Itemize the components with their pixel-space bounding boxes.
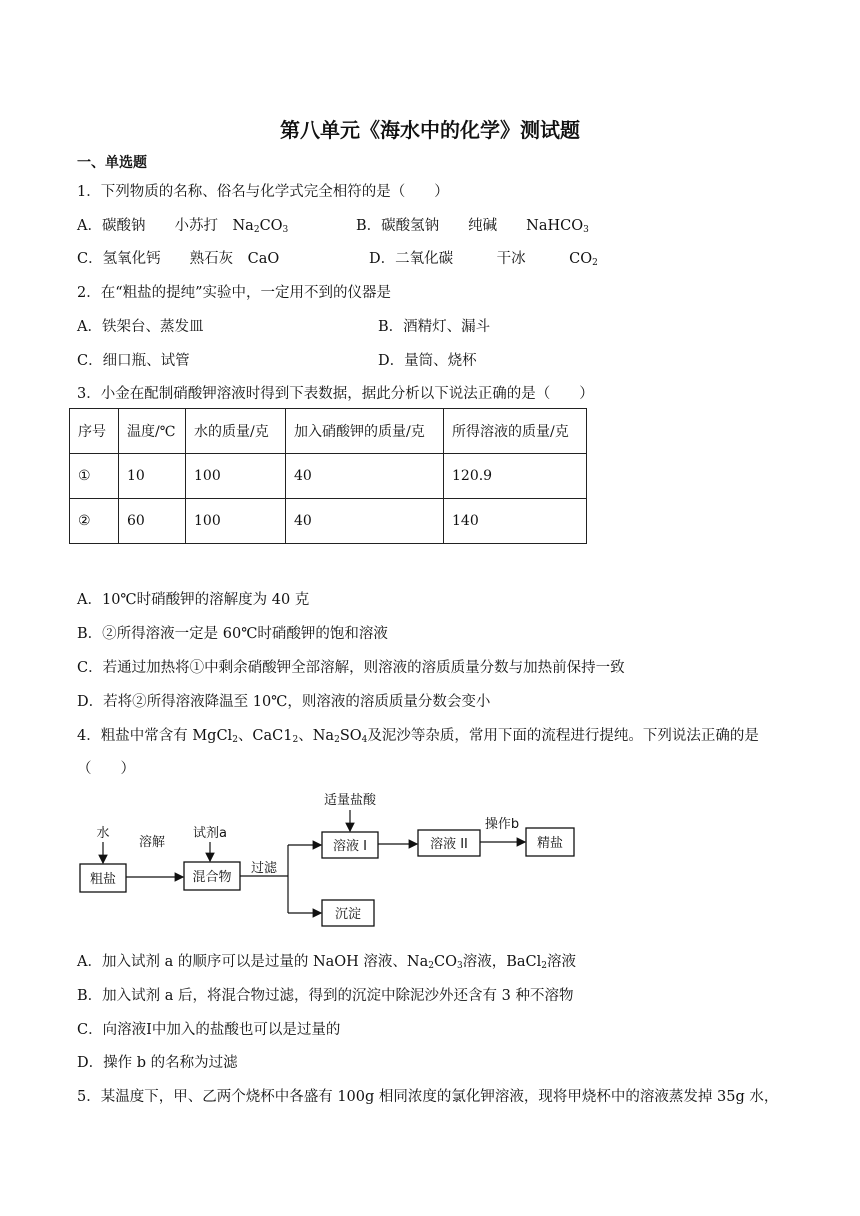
label-operation-b: 操作b (484, 817, 520, 832)
q4-stem-paren: （ ） (77, 761, 135, 777)
q4-option-d: D．操作 b 的名称为过滤 (77, 1055, 238, 1071)
label-solution1: 溶液 I (333, 839, 367, 854)
data-table (69, 408, 587, 544)
label-solution2: 溶液 II (430, 837, 468, 852)
table-cell: 60 (119, 499, 186, 544)
q1-option-d: D．二氧化碳 干冰 $CO_2$ (369, 251, 598, 268)
q3-option-d: D．若将②所得溶液降温至 10℃，则溶液的溶质质量分数会变小 (77, 694, 491, 710)
q4-option-a: A．加入试剂 a 的顺序可以是过量的 NaOH 溶液、$Na_2CO_3$溶液，BaCl$_2$溶液 (77, 954, 576, 971)
q2-option-a: A．铁架台、蒸发皿 (77, 319, 204, 335)
q4-option-b: B．加入试剂 a 后，将混合物过滤，得到的沉淀中除泥沙外还含有 3 种不溶物 (77, 988, 574, 1004)
q1-option-a: A．碳酸钠 小苏打 $Na_2CO_3$ (77, 218, 289, 235)
table-cell: 40 (286, 499, 444, 544)
q1-option-b: B．碳酸氢钠 纯碱 NaHCO$_3$ (356, 218, 589, 235)
q5-stem: 5．某温度下，甲、乙两个烧杯中各盛有 100g 相同浓度的氯化钾溶液，现将甲烧杯中的溶液蒸发掉 35g 水， (77, 1089, 779, 1105)
label-refined-salt: 精盐 (536, 836, 564, 851)
label-water: 水 (96, 826, 110, 841)
table-header-row (70, 409, 587, 454)
label-crude-salt: 粗盐 (89, 872, 117, 887)
q3-option-a: A．10℃时硝酸钾的溶解度为 40 克 (77, 592, 310, 608)
q4-stem: 4．粗盐中常含有 MgCl$_2$、$CaC1_2$、$Na_2SO_4$及泥沙等杂质，常用下面的流程进行提纯。下列说法正确的是 (77, 728, 759, 745)
table-cell: ① (70, 454, 119, 499)
section-heading: 一、单选题 (77, 155, 147, 171)
table-row (70, 499, 587, 544)
label-precipitate: 沉淀 (334, 907, 362, 922)
q3-option-b: B．②所得溶液一定是 60℃时硝酸钾的饱和溶液 (77, 626, 388, 642)
table-header-cell: 加入硝酸钾的质量/克 (286, 409, 444, 454)
table-cell: ② (70, 499, 119, 544)
table-cell: 10 (119, 454, 186, 499)
table-cell: 120.9 (444, 454, 587, 499)
q2-option-d: D．量筒、烧杯 (378, 353, 477, 369)
table-cell: 100 (186, 499, 286, 544)
q4-option-c: C．向溶液I中加入的盐酸也可以是过量的 (77, 1022, 341, 1038)
label-filter: 过滤 (250, 861, 278, 876)
label-reagent-a: 试剂a (193, 826, 227, 841)
table-cell: 140 (444, 499, 587, 544)
label-hcl: 适量盐酸 (323, 793, 377, 808)
q1-stem: 1．下列物质的名称、俗名与化学式完全相符的是（ ） (77, 184, 449, 200)
q2-option-c: C．细口瓶、试管 (77, 353, 190, 369)
q1-option-c: C．氢氧化钙 熟石灰 CaO (77, 251, 280, 267)
table-header-cell: 水的质量/克 (186, 409, 286, 454)
table-header-cell: 所得溶液的质量/克 (444, 409, 587, 454)
label-dissolve: 溶解 (138, 835, 166, 850)
table-header-cell: 序号 (70, 409, 119, 454)
table-row (70, 454, 587, 499)
q3-stem: 3．小金在配制硝酸钾溶液时得到下表数据，据此分析以下说法正确的是（ ） (77, 386, 594, 402)
table-header-cell: 温度/℃ (119, 409, 186, 454)
label-mixture: 混合物 (192, 870, 232, 885)
page-title: 第八单元《海水中的化学》测试题 (280, 118, 580, 142)
table-cell: 40 (286, 454, 444, 499)
purification-flowchart (0, 780, 860, 940)
q3-option-c: C．若通过加热将①中剩余硝酸钾全部溶解，则溶液的溶质质量分数与加热前保持一致 (77, 660, 625, 676)
q2-stem: 2．在“粗盐的提纯”实验中，一定用不到的仪器是 (77, 285, 392, 301)
table-cell: 100 (186, 454, 286, 499)
q2-option-b: B．酒精灯、漏斗 (378, 319, 491, 335)
